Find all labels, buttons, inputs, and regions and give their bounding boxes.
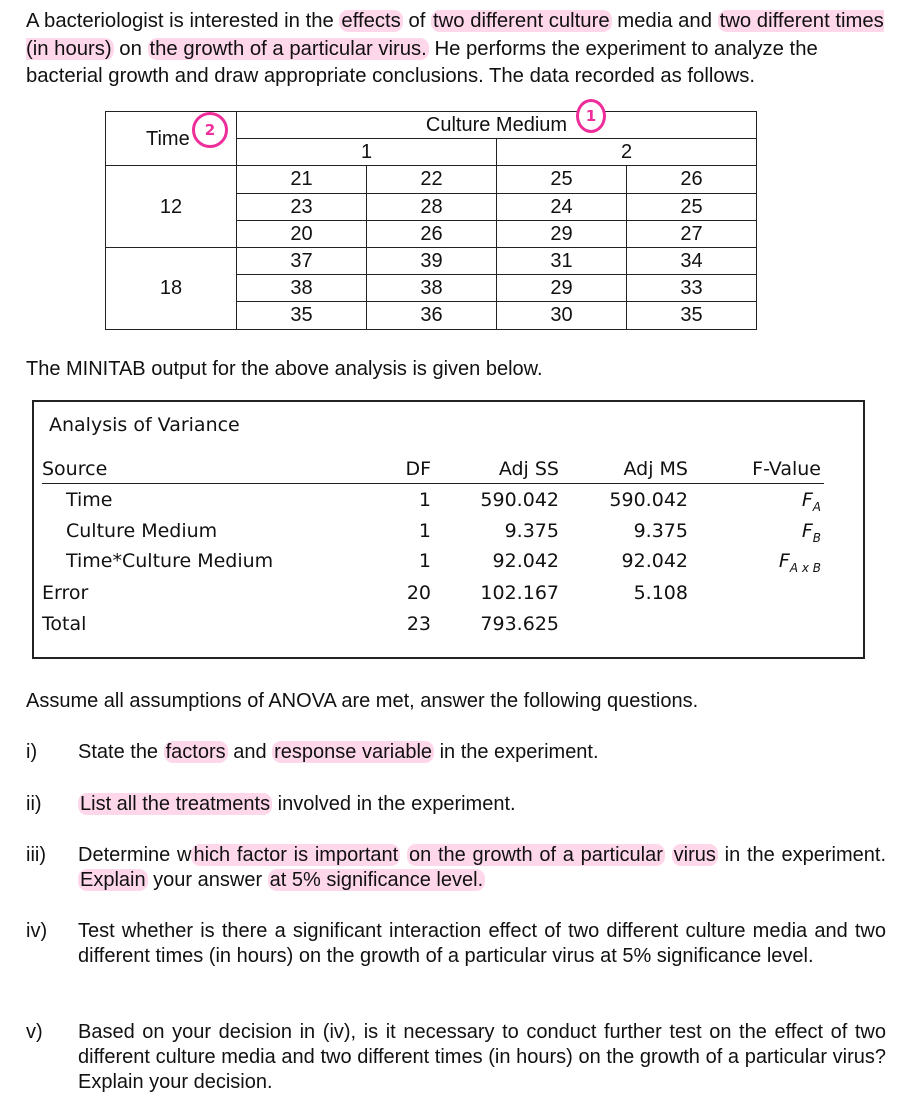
anova-row	[34, 613, 863, 641]
anova-row	[34, 582, 863, 610]
adj-ss-cell: 92.042	[492, 550, 559, 572]
adj-ms-cell: 590.042	[609, 489, 688, 511]
table-cell: 34	[627, 247, 757, 274]
table-cell: 31	[497, 247, 627, 274]
table-cell: 20	[237, 220, 367, 247]
table-cell: 39	[367, 247, 497, 274]
intro-text: of	[402, 10, 431, 32]
question-number: iv)	[26, 920, 48, 942]
medium-level: 2	[497, 139, 757, 166]
table-cell: 36	[367, 302, 497, 329]
anova-title: Analysis of Variance	[49, 414, 240, 436]
table-cell: 30	[497, 302, 627, 329]
col-header-f-value: F-Value	[752, 458, 821, 480]
table-cell: 28	[367, 193, 497, 220]
question-number: iii)	[26, 844, 46, 866]
highlight: the growth of a particular virus.	[149, 37, 427, 60]
table-cell: 27	[627, 220, 757, 247]
assumption-text: Assume all assumptions of ANOVA are met, answer the following questions.	[26, 690, 699, 712]
anova-output-box	[32, 400, 865, 659]
anova-header-row	[34, 458, 863, 486]
time-header: Time	[106, 112, 237, 166]
intro-paragraph	[26, 8, 896, 91]
medium-level: 1	[237, 139, 497, 166]
table-row	[106, 166, 757, 193]
table-cell: 29	[497, 275, 627, 302]
adj-ss-cell: 9.375	[504, 520, 559, 542]
header-divider	[42, 483, 824, 484]
table-cell: 25	[497, 166, 627, 193]
question-number: i)	[26, 741, 38, 763]
f-value-cell: $F_A$	[801, 489, 821, 514]
table-cell: 26	[367, 220, 497, 247]
time-level: 12	[106, 166, 237, 248]
table-cell: 22	[367, 166, 497, 193]
anova-row	[34, 520, 863, 548]
adj-ss-cell: 793.625	[480, 613, 559, 635]
source-cell: Culture Medium	[66, 520, 218, 542]
adj-ss-cell: 102.167	[480, 582, 559, 604]
minitab-intro: The MINITAB output for the above analysis is given below.	[26, 358, 543, 380]
question-text: List all the treatments involved in the experiment.	[80, 793, 516, 815]
intro-text: He performs the experiment to analyze the bacterial growth and draw appropriate conclusions. The data recorded as follows.	[26, 37, 818, 87]
table-cell: 38	[367, 275, 497, 302]
highlight: effects	[341, 10, 401, 32]
table-cell: 23	[237, 193, 367, 220]
source-cell: Time*Culture Medium	[66, 550, 274, 572]
adj-ms-cell: 9.375	[633, 520, 688, 542]
anova-row	[34, 489, 863, 517]
f-value-cell: $F_B$	[801, 520, 821, 545]
table-row	[106, 247, 757, 274]
medium-header: Culture Medium	[237, 112, 757, 139]
table-cell: 35	[627, 302, 757, 329]
question-number: ii)	[26, 793, 42, 815]
col-header-df: DF	[405, 458, 431, 480]
intro-text: on	[113, 37, 148, 60]
source-cell: Time	[66, 489, 113, 511]
table-cell: 26	[627, 166, 757, 193]
table-cell: 21	[237, 166, 367, 193]
question-text: Test whether is there a significant interaction effect of two different culture media and two different times (in hours) on the growth of a particular virus at 5% significance level.	[78, 920, 886, 967]
annotation-mark-1: 1	[576, 99, 606, 133]
table-cell: 37	[237, 247, 367, 274]
df-cell: 23	[406, 613, 431, 635]
table-cell: 29	[497, 220, 627, 247]
source-cell: Total	[42, 613, 87, 635]
highlight: two different times (in hours)	[26, 10, 884, 60]
col-header-adj-ms: Adj MS	[623, 458, 688, 480]
col-header-adj-ss: Adj SS	[498, 458, 559, 480]
table-cell: 35	[237, 302, 367, 329]
df-cell: 1	[418, 520, 431, 542]
time-level: 18	[106, 247, 237, 329]
adj-ms-cell: 92.042	[621, 550, 688, 572]
annotation-mark-2: 2	[192, 112, 228, 148]
question-number: v)	[26, 1021, 43, 1043]
df-cell: 1	[418, 550, 431, 572]
highlight: two different culture	[433, 10, 610, 32]
col-header-source: Source	[42, 458, 108, 480]
source-cell: Error	[42, 582, 89, 604]
df-cell: 1	[418, 489, 431, 511]
adj-ms-cell: 5.108	[633, 582, 688, 604]
adj-ss-cell: 590.042	[480, 489, 559, 511]
table-cell: 33	[627, 275, 757, 302]
question-text: Determine w hich factor is important on the growth of a particular virus in the experiment. Explain your answer at 5% significance level.	[78, 844, 887, 891]
anova-row	[34, 550, 863, 578]
df-cell: 20	[406, 582, 431, 604]
intro-text: A bacteriologist is interested in the	[26, 10, 340, 32]
table-cell: 24	[497, 193, 627, 220]
intro-text: media and	[611, 10, 718, 32]
table-cell: 25	[627, 193, 757, 220]
table-cell: 38	[237, 275, 367, 302]
f-value-cell: $F_{A x B}$	[778, 550, 821, 575]
question-text: State the factors and response variable in the experiment.	[78, 741, 599, 763]
question-text: Based on your decision in (iv), is it necessary to conduct further test on the effect of two different culture media and two different times (in hours) on the growth of a particular virus? Explain your decision.	[78, 1021, 886, 1093]
